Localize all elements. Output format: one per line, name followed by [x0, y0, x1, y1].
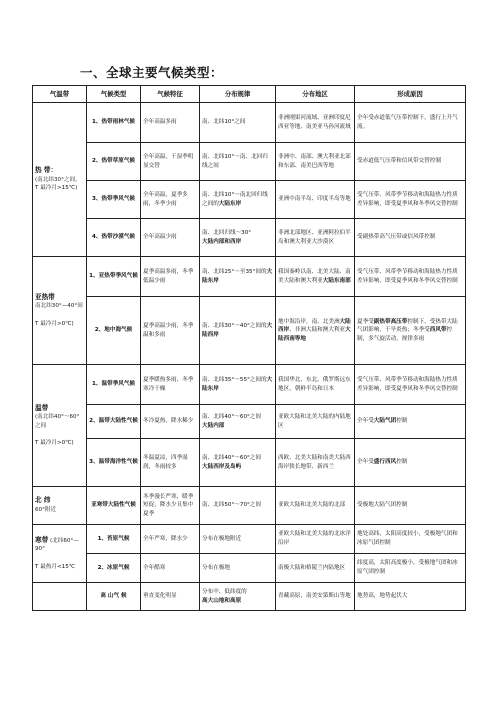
- distribution-law: 南、北纬10°～南、北回归线之间: [200, 143, 276, 181]
- climate-type: 2、地中海气候: [87, 297, 141, 365]
- climate-type: 1、亚热带季风气候: [87, 257, 141, 297]
- formation-cause: 全年受盛行西风控制: [355, 439, 466, 487]
- header-cell: 气候特征: [141, 86, 200, 103]
- distribution-law: 南、北纬10°～南北回归线之间的大陆东岸: [200, 181, 276, 219]
- climate-feature: 夏季高温少雨，冬季温和多雨: [141, 297, 200, 365]
- climate-feature: 垂直变化明显: [141, 583, 200, 611]
- zone-cell-subarctic: 北 纬 60°附近: [33, 487, 87, 525]
- distribution-law: 南、北纬10°之间: [200, 103, 276, 143]
- distribution-region: 南极大陆和格陵兰内陆地区: [276, 554, 355, 583]
- climate-type: 2、温带大陆性气候: [87, 405, 141, 439]
- climate-type: 高 山气 候: [87, 583, 141, 611]
- distribution-region: 亚洲中南半岛、印度半岛等地: [276, 181, 355, 219]
- distribution-region: 非洲中、南部、澳大利亚北部和东部、南美巴西等地: [276, 143, 355, 181]
- climate-type: 1、苔原气候: [87, 525, 141, 554]
- climate-table: [32, 85, 466, 611]
- climate-feature: 全年酷寒: [141, 554, 200, 583]
- table-row: [33, 257, 466, 297]
- zone-cell-tropical: 热 带： (南北纬30°之间， T 最冷月>15℃): [33, 103, 87, 257]
- distribution-region: 我国秦岭以南、北美大陆、南美大陆和澳大利亚大陆东南部: [276, 257, 355, 297]
- distribution-region: 亚欧大陆和北美大陆的北部: [276, 487, 355, 525]
- formation-cause: 受赤道低气压带和信风带交替控制: [355, 143, 466, 181]
- distribution-region: 青藏高原，南美安第斯山等地: [276, 583, 355, 611]
- climate-type: 亚寒带大陆性气候: [87, 487, 141, 525]
- climate-feature: 全年高温少雨: [141, 219, 200, 257]
- climate-feature: 全年高温多雨: [141, 103, 200, 143]
- climate-type: 1、温带季风气候: [87, 365, 141, 405]
- climate-feature: 全年严寒，降水少: [141, 525, 200, 554]
- table-row: [33, 219, 466, 257]
- zone-cell-empty: [33, 583, 87, 611]
- climate-type: 2、热带草原气候: [87, 143, 141, 181]
- table-row: [33, 554, 466, 583]
- distribution-law: 南、北纬40°～60°之间 大陆西岸及岛屿: [200, 439, 276, 487]
- distribution-law: 南、北回归线～30° 大陆内部和西岸: [200, 219, 276, 257]
- distribution-region: 地中海沿岸，南、北美洲大陆西岸、非洲大陆和澳大利亚大陆西南等地: [276, 297, 355, 365]
- distribution-region: 亚欧大陆和北美大陆的北冰洋沿岸: [276, 525, 355, 554]
- zone-cell-subtropical: 亚热带 南北纬30°—40°间 T 最冷月>0℃): [33, 257, 87, 365]
- climate-feature: 夏季暖热多雨，冬季寒冷干燥: [141, 365, 200, 405]
- distribution-law: 南、北纬40°～60°之间 大陆内部: [200, 405, 276, 439]
- climate-feature: 冬季漫长严寒，暖季短促，降水少且集中夏季: [141, 487, 200, 525]
- climate-feature: 夏季高温多雨，冬季低温少雨: [141, 257, 200, 297]
- table-row: [33, 365, 466, 405]
- formation-cause: 受副热带高气压带或信风带控制: [355, 219, 466, 257]
- climate-type: 1、热带雨林气候: [87, 103, 141, 143]
- distribution-law: 分布中、低纬度的 高大山地和高原: [200, 583, 276, 611]
- header-row: [33, 86, 466, 103]
- distribution-law: 分布在极地附近: [200, 525, 276, 554]
- header-cell: 分布地区: [276, 86, 355, 103]
- table-row: [33, 405, 466, 439]
- zone-cell-polar: 寒带 (北纬60°—90° T 最热月<15℃: [33, 525, 87, 583]
- climate-feature: 全年高温，干湿季明显交替: [141, 143, 200, 181]
- section-heading: 一、全球主要气候类型：: [80, 65, 224, 80]
- formation-cause: 地处高纬，太阳高度较小，受极地气团和冰原气团控制: [355, 525, 466, 554]
- formation-cause: 受气压带、风带季节移动和海陆热力性质差异影响，即受夏季风和冬季风交替控制: [355, 365, 466, 405]
- distribution-law: 分布在极地: [200, 554, 276, 583]
- climate-type: 3、温带海洋性气候: [87, 439, 141, 487]
- table-row: [33, 439, 466, 487]
- distribution-region: 西欧、北美大陆和南美大陆西海岸狭长地带、新西兰: [276, 439, 355, 487]
- distribution-law: 南、北纬25°～至35°间的大陆东岸: [200, 257, 276, 297]
- header-cell: 分布规律: [200, 86, 276, 103]
- formation-cause: 受气压带、风带季节移动和海陆热力性质差异影响，即受夏季风和冬季风交替控制: [355, 181, 466, 219]
- table-row: [33, 103, 466, 143]
- distribution-law: 南、北纬30°～40°之间的大陆西岸: [200, 297, 276, 365]
- formation-cause: 纬度高，太阳高度极小，受极地气团和冰原气团控制: [355, 554, 466, 583]
- formation-cause: 全年受赤道低气压带控制下，盛行上升气流。: [355, 103, 466, 143]
- climate-feature: 全年高温，夏季多雨，冬季少雨: [141, 181, 200, 219]
- formation-cause: 地势高，地势起伏大: [355, 583, 466, 611]
- formation-cause: 全年受大陆气团控制: [355, 405, 466, 439]
- distribution-region: 非洲刚果河流域、亚洲印度尼西亚等地、南美亚马孙河流域: [276, 103, 355, 143]
- distribution-law: 南、北纬35°～55°之间的大陆东岸: [200, 365, 276, 405]
- table-row: [33, 181, 466, 219]
- table-row: [33, 143, 466, 181]
- formation-cause: 受气压带、风带季节移动和海陆热力性质差异影响，即受夏季风和冬季风交替控制: [355, 257, 466, 297]
- climate-type: 3、热带季风气候: [87, 181, 141, 219]
- climate-type: 2、冰原气候: [87, 554, 141, 583]
- table-row: [33, 583, 466, 611]
- climate-feature: 冬温夏凉，四季湿润，冬雨较多: [141, 439, 200, 487]
- climate-type: 4、热带沙漠气候: [87, 219, 141, 257]
- formation-cause: 夏季受副热带高压带控制下，受热带大陆气团影响，干旱炎热；冬季受西风带控制，多气旋活动，规律多雨: [355, 297, 466, 365]
- distribution-law: 南、北纬50°～70°之间: [200, 487, 276, 525]
- distribution-region: 亚欧大陆和北美大陆的内陆地区: [276, 405, 355, 439]
- distribution-region: 我国华北、东北，俄罗斯远东地区，朝鲜半岛和日本: [276, 365, 355, 405]
- header-cell: 气候类型: [87, 86, 141, 103]
- distribution-region: 非洲北部地区、亚洲阿拉伯半岛和澳大利亚大沙漠区: [276, 219, 355, 257]
- table-row: [33, 487, 466, 525]
- table-row: [33, 525, 466, 554]
- formation-cause: 受极地大陆气团控制: [355, 487, 466, 525]
- header-cell: 形成原因: [355, 86, 466, 103]
- table-row: [33, 297, 466, 365]
- climate-feature: 冬冷夏热，降水稀少: [141, 405, 200, 439]
- zone-cell-temperate: 温带 (南北纬40°～60°之间 T 最冷月>0℃): [33, 365, 87, 487]
- header-cell: 气温带: [33, 86, 87, 103]
